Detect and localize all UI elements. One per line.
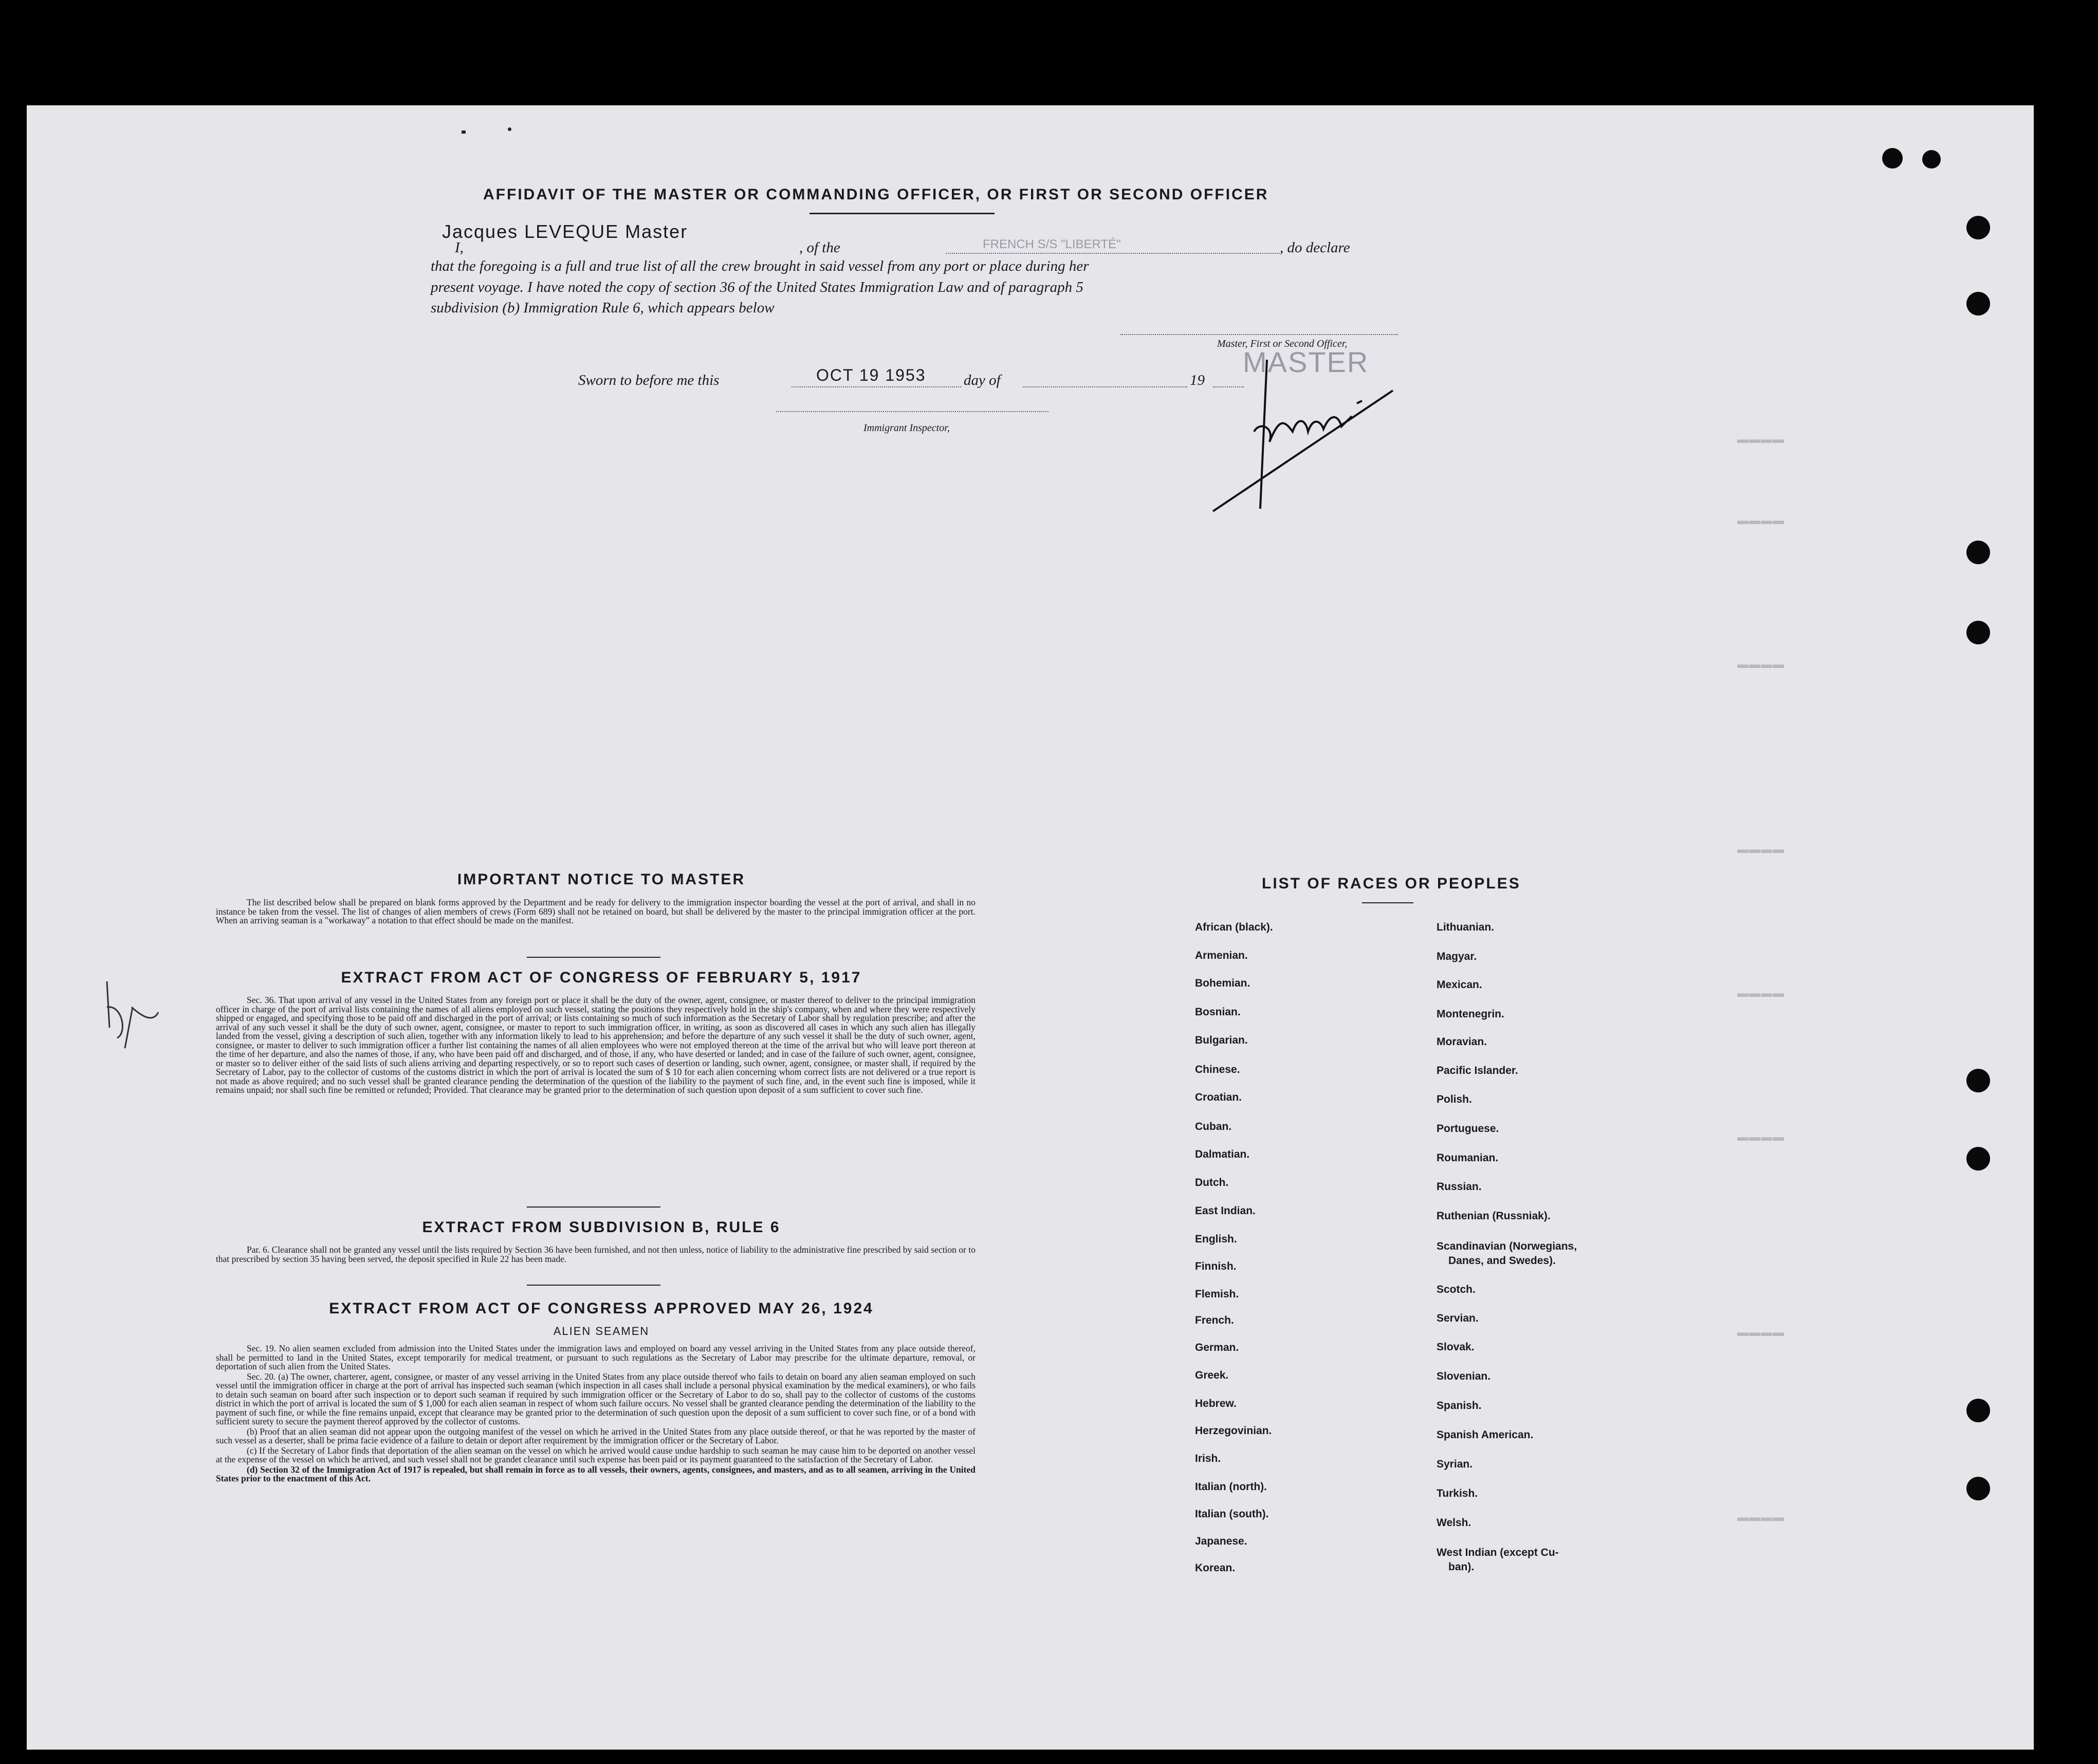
race-item: Finnish. bbox=[1195, 1260, 1237, 1272]
divider bbox=[527, 1206, 660, 1208]
race-item: African (black). bbox=[1195, 921, 1273, 933]
divider bbox=[527, 1285, 660, 1286]
notice-heading: IMPORTANT NOTICE TO MASTER bbox=[457, 871, 746, 888]
race-item: Flemish. bbox=[1195, 1288, 1239, 1300]
race-item: Italian (north). bbox=[1195, 1481, 1267, 1493]
race-item: Slovak. bbox=[1437, 1341, 1475, 1353]
sworn-date: OCT 19 1953 bbox=[816, 366, 926, 384]
margin-handwritten-mark bbox=[97, 976, 169, 1053]
bleed-through-mark: ▬▬▬▬ bbox=[1737, 658, 1784, 671]
affidavit-line4: subdivision (b) Immigration Rule 6, which appears below bbox=[431, 300, 775, 316]
officer-label: Master, First or Second Officer, bbox=[1217, 338, 1348, 349]
punch-hole bbox=[1966, 1399, 1990, 1422]
affidavit-line3: present voyage. I have noted the copy of section 36 of the United States Immigration Law and of paragraph 5 bbox=[431, 279, 1083, 295]
race-item: West Indian (except Cu- bbox=[1437, 1547, 1559, 1558]
race-item: Pacific Islander. bbox=[1437, 1065, 1518, 1076]
master-stamp: MASTER bbox=[1243, 346, 1369, 378]
ink-speck bbox=[462, 131, 466, 134]
race-item: Moravian. bbox=[1437, 1036, 1487, 1048]
race-item: Servian. bbox=[1437, 1312, 1479, 1324]
race-item: Scotch. bbox=[1437, 1284, 1476, 1295]
race-item: Dutch. bbox=[1195, 1177, 1229, 1189]
bleed-through-mark: ▬▬▬▬ bbox=[1737, 1511, 1784, 1524]
bleed-through-mark: ▬▬▬▬ bbox=[1737, 433, 1784, 445]
race-item: ban). bbox=[1448, 1561, 1475, 1573]
affidavit-line1-prefix: I, bbox=[455, 239, 464, 256]
vessel-line bbox=[946, 253, 1280, 254]
notice-text: The list described below shall be prepared on blank forms approved by the Department and be ready for delivery to the immigration inspector boarding the vessel at the port of arrival, and shall in no instance be taken from the vessel. The list of changes of alien members of crews (Form 689) shall not be retained on board, but shall be delivered by the master to the principal immigration officer at the port. When an arriving seaman is a "workaway" a notation to that effect should be made on the manifest. bbox=[216, 897, 976, 925]
vessel-stamp: FRENCH S/S "LIBERTÉ" bbox=[983, 237, 1121, 251]
race-item: Welsh. bbox=[1437, 1517, 1471, 1529]
race-item: Slovenian. bbox=[1437, 1370, 1491, 1382]
race-item: Spanish American. bbox=[1437, 1429, 1534, 1441]
sworn-prefix: Sworn to before me this bbox=[578, 372, 720, 388]
divider bbox=[527, 957, 660, 958]
punch-hole bbox=[1882, 148, 1903, 169]
race-item: Magyar. bbox=[1437, 951, 1477, 962]
heading-underline bbox=[809, 213, 995, 214]
extract-1924-text bbox=[216, 1344, 976, 1484]
race-item: Korean. bbox=[1195, 1562, 1236, 1574]
bleed-through-mark: ▬▬▬▬ bbox=[1737, 987, 1784, 999]
race-item: Lithuanian. bbox=[1437, 921, 1494, 933]
race-item: Irish. bbox=[1195, 1453, 1221, 1464]
race-item: Bohemian. bbox=[1195, 977, 1250, 989]
signature-line bbox=[1120, 334, 1398, 335]
race-item: Cuban. bbox=[1195, 1121, 1232, 1132]
sec20b-paragraph: (b) Proof that an alien seaman did not appear upon the outgoing manifest of the vessel on which he arrived in the United States from any place outside thereof, or that he was reported by the master of such vessel as a deserter, shall be prima facie evidence of a failure to detain or deport after requirement by the immigration officer or the Secretary of Labor. bbox=[216, 1426, 976, 1445]
race-item: Dalmatian. bbox=[1195, 1148, 1250, 1160]
affidavit-line2: that the foregoing is a full and true list of all the crew brought in said vessel from any port or place during her bbox=[431, 258, 1089, 274]
sec20c-paragraph: (c) If the Secretary of Labor finds that deportation of the alien seaman on the vessel on which he arrived would cause undue hardship to such seaman he may cause him to be deported on another vessel at the expense of the vessel on which he arrived, and such vessel shall not be grandet clearance until such expense has been paid or its payment guaranteed to the satisfaction of the Secretary of Labor. bbox=[216, 1445, 976, 1464]
race-item: Croatian. bbox=[1195, 1091, 1242, 1103]
sworn-year: 19 bbox=[1190, 372, 1205, 388]
bleed-through-mark: ▬▬▬▬ bbox=[1737, 1326, 1784, 1339]
extract-1917-text: Sec. 36. That upon arrival of any vessel in the United States from any foreign port or place it shall be the duty of the owner, agent, consignee, or master thereof to deliver to the principal immigration officer in charge of the port of arrival lists containing the names of all aliens employed on such vessel, stating the positions they respectively hold in the ship's company, when and where they were respectively shipped or engaged, and specifying those to be paid off and discharged in the port of arrival; or lists containing so much of such information as the Secretary of Labor shall by regulation prescribe; and after the arrival of any such vessel it shall be the duty of such owner, agent, consignee, or master to report to such immigration officer, in writing, as soon as discovered all cases in which any such alien has illegally landed from the vessel, giving a description of such alien, together with any information likely to lead to his apprehension; and before the departure of any such vessel it shall be the duty of such owner, agent, consignee, or master to deliver to such immigration officer a further list containing the names of all alien employees who were not employed thereon at the time of the arrival but who will leave port thereon at the time of her departure, and also the names of those, if any, who have been paid off and discharged, and of those, if any, who have deserted or landed; and in case of the failure of such owner, agent, consignee, or master so to deliver either of the said lists of such aliens arriving and departing respectively, or so to report such cases of desertion or landing, such owner, agent, consignee, or master shall, if required by the Secretary of Labor, pay to the collector of customs of the customs district in which the port of arrival is located the sum of $ 10 for each alien concerning whom correct lists are not delivered or a true report is not made as above required; and no such vessel shall be granted clearance pending the determination of the question of the liability to the payment of such fine, and, in the event such fine is imposed, while it remains unpaid; nor shall such fine be remitted or refunded; Provided. That clearance may be granted prior to the determination of such question upon deposit of a sum sufficient to cover such fine. bbox=[216, 995, 976, 1095]
sec19-paragraph: Sec. 19. No alien seamen excluded from admission into the United States under the immigration laws and employed on board any vessel arriving in the United States from any place outside thereof, shall be permitted to land in the United States, except temporarily for medical treatment, or pursuant to such regulations as the Secretary of Labor may prescribe for the ultimate departure, removal, or deportation of such alien from the United States. bbox=[216, 1343, 976, 1371]
race-item: Montenegrin. bbox=[1437, 1008, 1504, 1020]
race-item: Syrian. bbox=[1437, 1458, 1473, 1470]
extract-rule6-heading: EXTRACT FROM SUBDIVISION B, RULE 6 bbox=[422, 1219, 781, 1236]
affidavit-line1-of: , of the bbox=[799, 239, 840, 256]
date-line bbox=[792, 386, 961, 387]
race-item: Herzegovinian. bbox=[1195, 1425, 1272, 1437]
race-item: Scandinavian (Norwegians, bbox=[1437, 1240, 1577, 1252]
race-item: Greek. bbox=[1195, 1369, 1229, 1381]
inspector-label: Immigrant Inspector, bbox=[863, 422, 950, 434]
race-item: Portuguese. bbox=[1437, 1123, 1499, 1135]
punch-hole bbox=[1922, 150, 1941, 169]
master-name: Jacques LEVEQUE Master bbox=[442, 221, 688, 242]
race-item: Russian. bbox=[1437, 1181, 1482, 1193]
sec20a-paragraph: Sec. 20. (a) The owner, charterer, agent, consignee, or master of any vessel arriving in the United States from any place outside thereof who fails to detain on board any alien seaman employed on such vessel until the immigration officer in charge at the port of arrival has inspected such seaman (which inspection in all cases shall include a personal physical examination by the medical examiners), or who fails to detain such seaman on board after such inspection or to deport such seaman if required by such immigration officer or the Secretary of Labor to do so, shall pay to the collector of customs of the customs district in which the port of arrival is located the sum of $ 1,000 for each alien seaman in respect of whom such failure occurs. No vessel shall be granted clearance pending the determination of the liability to the payment of such fine, or while the fine remains unpaid, except that clearance may be granted prior to the determination of such question upon the deposit of a sum sufficient to cover such fine, or of a bond with sufficient surety to secure the payment thereof approved by the collector of customs. bbox=[216, 1371, 976, 1426]
race-item: German. bbox=[1195, 1342, 1239, 1353]
bleed-through-mark: ▬▬▬▬ bbox=[1737, 514, 1784, 527]
punch-hole bbox=[1966, 1147, 1990, 1171]
month-line bbox=[1023, 386, 1187, 387]
race-item: Roumanian. bbox=[1437, 1152, 1499, 1164]
master-signature bbox=[1203, 355, 1408, 519]
race-item: Mexican. bbox=[1437, 979, 1482, 991]
extract-rule6-text: Par. 6. Clearance shall not be granted any vessel until the lists required by Section 36 have been furnished, and not then unless, notice of liability to the administrative fine prescribed by said section or to that prescribed by section 35 having been served, the deposit specified in Rule 22 has been made. bbox=[216, 1245, 976, 1264]
sworn-dayof: day of bbox=[964, 372, 1001, 388]
punch-hole bbox=[1966, 621, 1990, 644]
race-item: Italian (south). bbox=[1195, 1508, 1269, 1520]
punch-hole bbox=[1966, 216, 1990, 239]
race-item: Hebrew. bbox=[1195, 1398, 1237, 1409]
document-sheet bbox=[27, 105, 2034, 1750]
race-item: Chinese. bbox=[1195, 1064, 1240, 1075]
punch-hole bbox=[1966, 541, 1990, 564]
race-item: Armenian. bbox=[1195, 950, 1248, 961]
alien-seamen-subheading: ALIEN SEAMEN bbox=[553, 1325, 650, 1338]
ink-speck bbox=[508, 127, 511, 131]
affidavit-line1-suffix: , do declare bbox=[1280, 239, 1350, 256]
race-item: Ruthenian (Russniak). bbox=[1437, 1210, 1551, 1222]
divider bbox=[1362, 902, 1413, 903]
sec20d-paragraph: (d) Section 32 of the Immigration Act of 1917 is repealed, but shall remain in force as to all vessels, their owners, agents, consignees, and masters, and as to all seamen, arriving in the United States prior to the enactment of this Act. bbox=[216, 1464, 976, 1483]
race-item: Japanese. bbox=[1195, 1535, 1247, 1547]
races-heading: LIST OF RACES OR PEOPLES bbox=[1262, 875, 1521, 892]
race-item: Bosnian. bbox=[1195, 1006, 1241, 1018]
punch-hole bbox=[1966, 292, 1990, 315]
race-item: Spanish. bbox=[1437, 1400, 1482, 1412]
punch-hole bbox=[1966, 1069, 1990, 1092]
race-item: Bulgarian. bbox=[1195, 1034, 1248, 1046]
extract-1924-heading: EXTRACT FROM ACT OF CONGRESS APPROVED MAY 26, 1924 bbox=[329, 1300, 874, 1317]
race-item: East Indian. bbox=[1195, 1205, 1256, 1217]
inspector-line bbox=[776, 411, 1048, 412]
bleed-through-mark: ▬▬▬▬ bbox=[1737, 1130, 1784, 1143]
bleed-through-mark: ▬▬▬▬ bbox=[1737, 843, 1784, 856]
race-item: French. bbox=[1195, 1314, 1234, 1326]
race-item: English. bbox=[1195, 1233, 1237, 1245]
race-item: Polish. bbox=[1437, 1093, 1472, 1105]
affidavit-heading: AFFIDAVIT OF THE MASTER OR COMMANDING OFFICER, OR FIRST OR SECOND OFFICER bbox=[483, 186, 1269, 203]
extract-1917-heading: EXTRACT FROM ACT OF CONGRESS OF FEBRUARY 5, 1917 bbox=[341, 969, 862, 986]
race-item: Turkish. bbox=[1437, 1488, 1478, 1499]
punch-hole bbox=[1966, 1477, 1990, 1500]
race-item: Danes, and Swedes). bbox=[1448, 1255, 1556, 1267]
